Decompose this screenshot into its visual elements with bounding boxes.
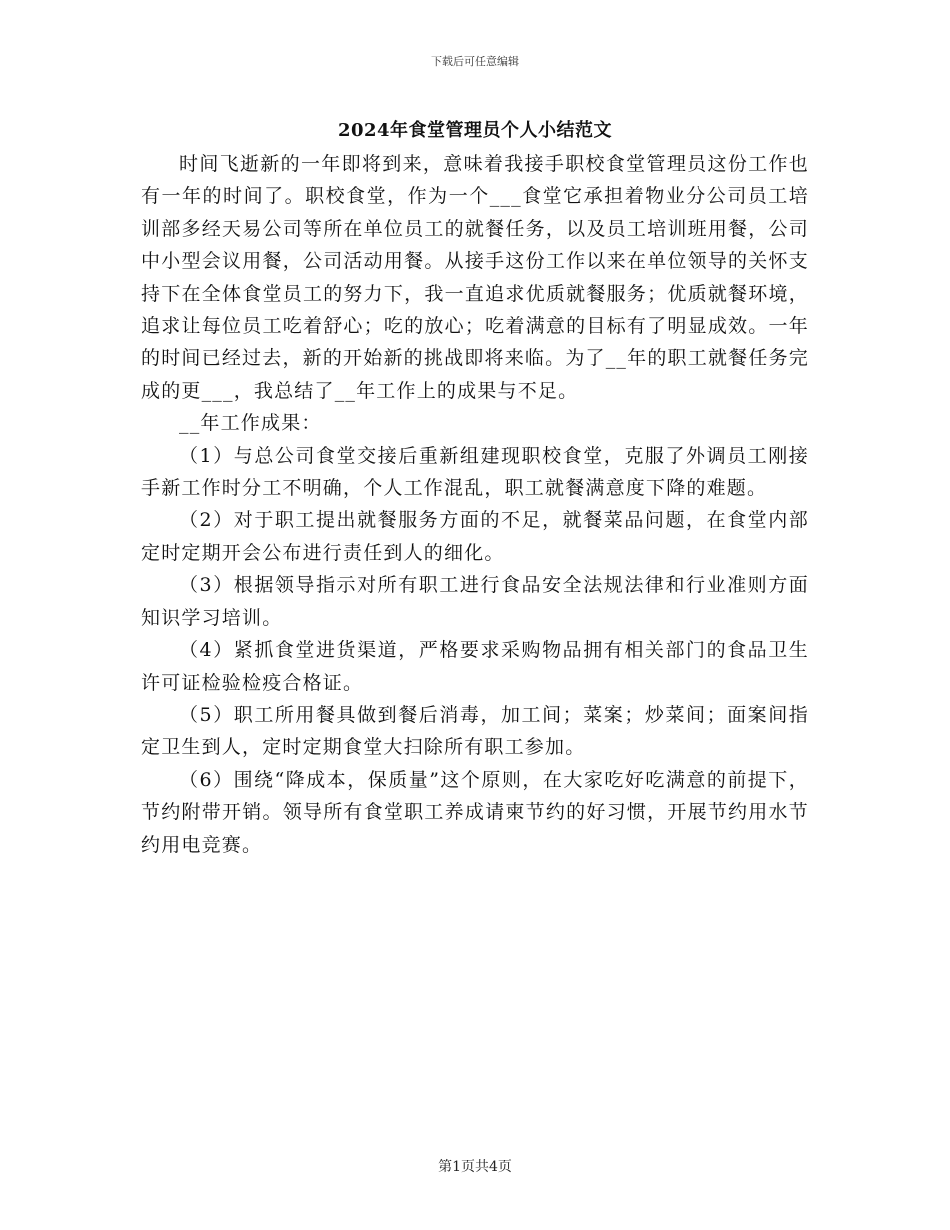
document-body bbox=[141, 148, 809, 861]
paragraph-item-2: （2）对于职工提出就餐服务方面的不足，就餐菜品问题，在食堂内部定时定期开会公布进行责任到人的细化。 bbox=[141, 509, 809, 564]
paragraph-intro: 时间飞逝新的一年即将到来，意味着我接手职校食堂管理员这份工作也有一年的时间了。职校食堂，作为一个___食堂它承担着物业分公司员工培训部多经天易公司等所在单位员工的就餐任务，以及员工培训班用餐，公司中小型会议用餐，公司活动用餐。从接手这份工作以来在单位领导的关怀支持下在全体食堂员工的努力下，我一直追求优质就餐服务；优质就餐环境，追求让每位员工吃着舒心；吃的放心；吃着满意的目标有了明显成效。一年的时间已经过去，新的开始新的挑战即将来临。为了__年的职工就餐任务完成的更___，我总结了__年工作上的成果与不足。 bbox=[141, 153, 809, 402]
paragraph-item-4: （4）紧抓食堂进货渠道，严格要求采购物品拥有相关部门的食品卫生许可证检验检疫合格证。 bbox=[141, 639, 809, 694]
header-note: 下载后可任意编辑 bbox=[431, 55, 519, 68]
paragraph-section-heading: __年工作成果： bbox=[179, 412, 322, 435]
page-number: 第1页共4页 bbox=[438, 1159, 512, 1175]
paragraph-item-3: （3）根据领导指示对所有职工进行食品安全法规法律和行业准则方面知识学习培训。 bbox=[141, 574, 809, 629]
document-title: 2024年食堂管理员个人小结范文 bbox=[337, 120, 613, 141]
paragraph-item-5: （5）职工所用餐具做到餐后消毒，加工间；菜案；炒菜间；面案间指定卫生到人，定时定期食堂大扫除所有职工参加。 bbox=[141, 703, 809, 759]
paragraph-item-6: （6）围绕“降成本，保质量”这个原则，在大家吃好吃满意的前提下，节约附带开销。领导所有食堂职工养成请柬节约的好习惯，开展节约用水节约用电竞赛。 bbox=[141, 768, 809, 856]
paragraph-item-1: （1）与总公司食堂交接后重新组建现职校食堂，克服了外调员工刚接手新工作时分工不明确，个人工作混乱，职工就餐满意度下降的难题。 bbox=[141, 444, 809, 500]
